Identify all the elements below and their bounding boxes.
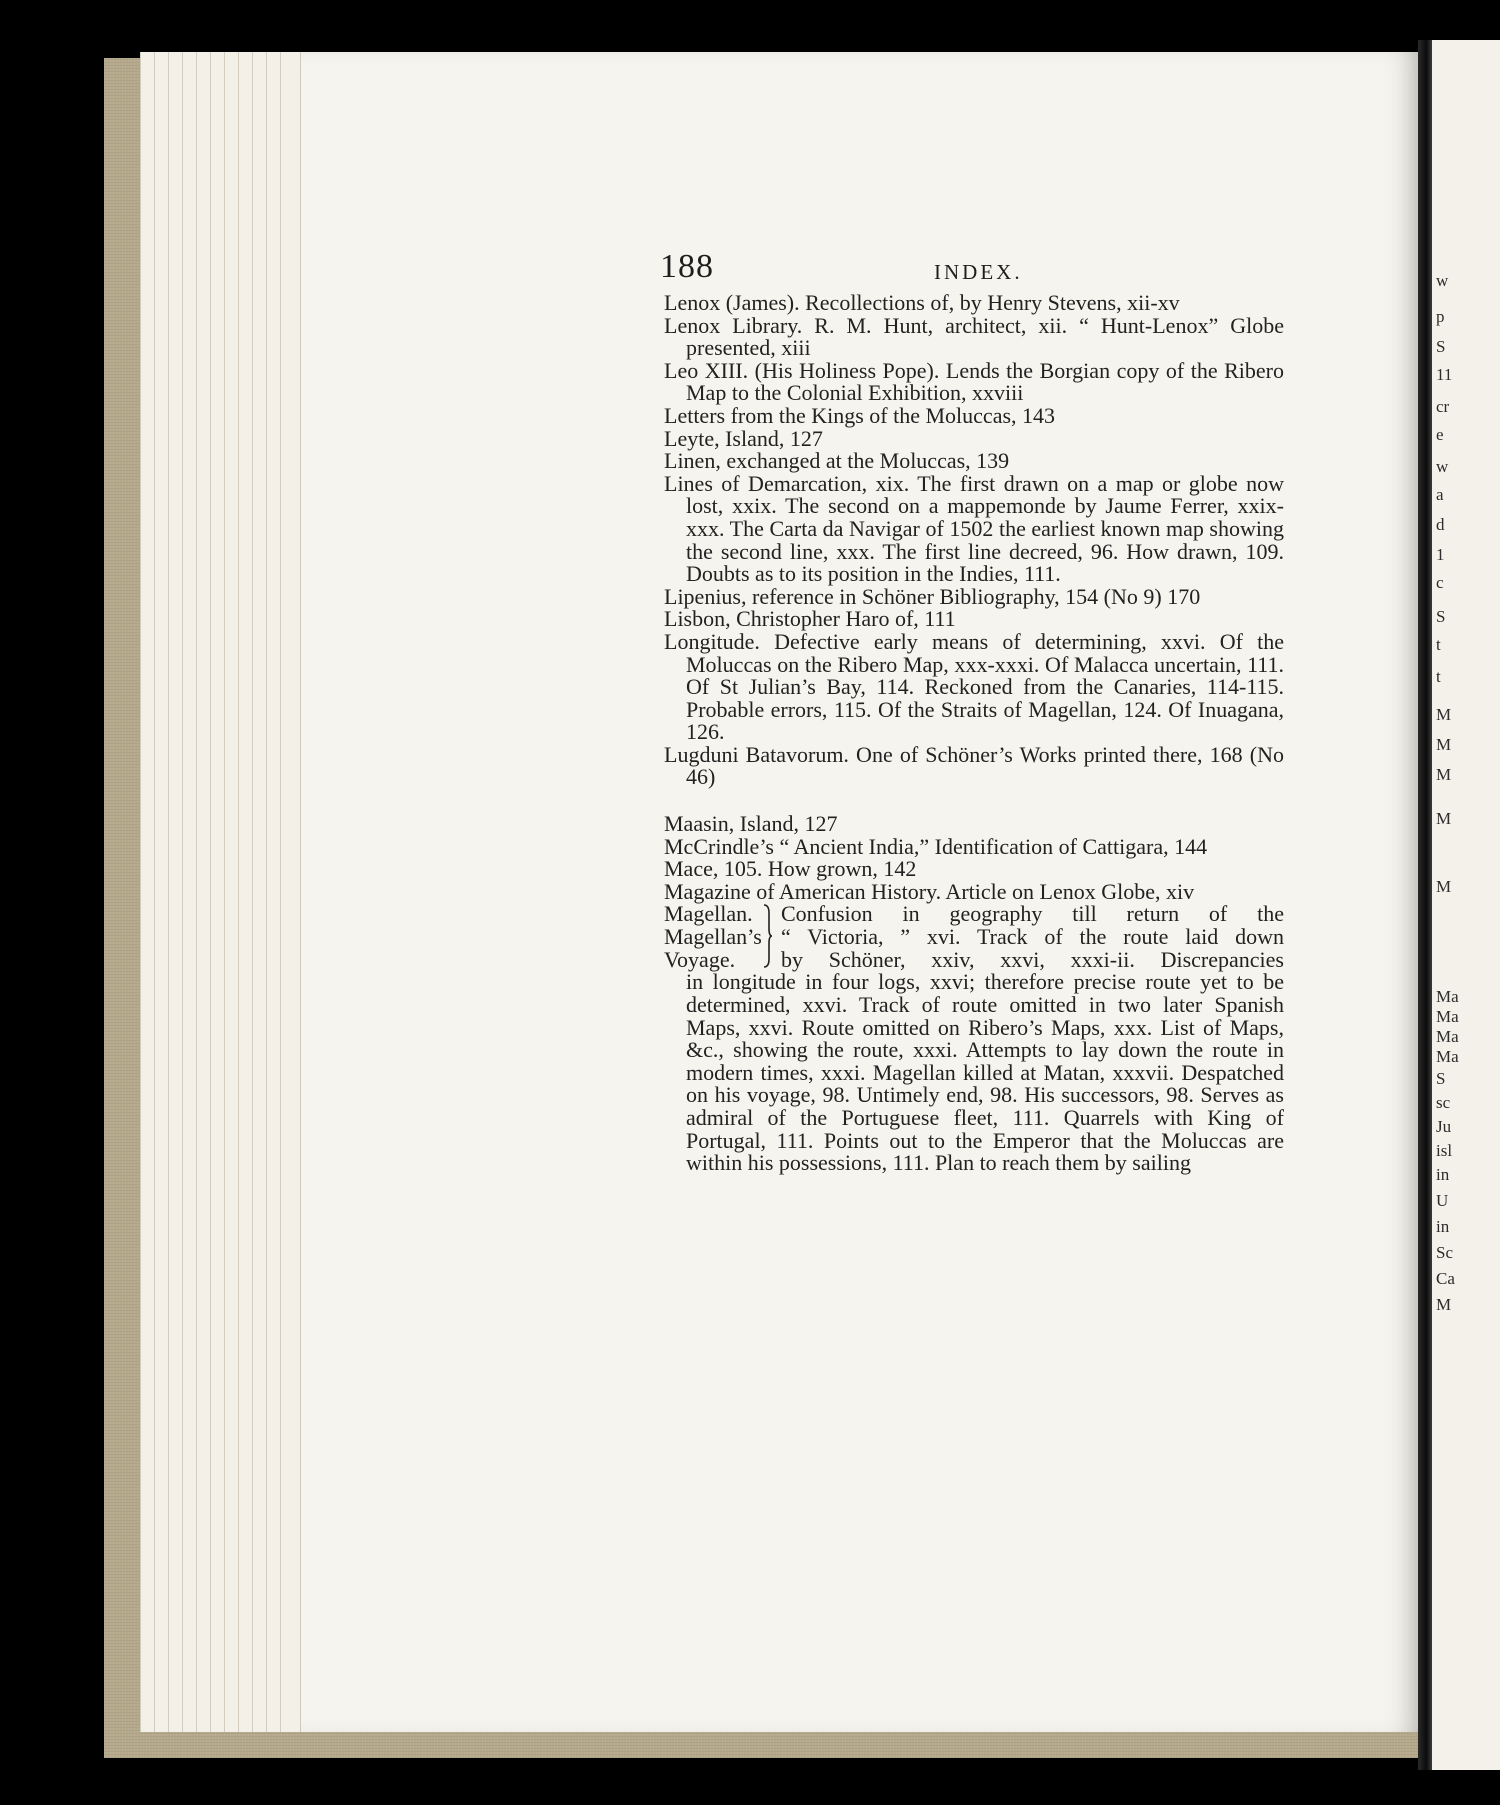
index-entry: Letters from the Kings of the Moluccas, 143	[664, 402, 1056, 428]
index-entry: Lisbon, Christopher Haro of, 111	[664, 606, 956, 632]
index-entry: Mace, 105. How grown, 142	[664, 856, 917, 882]
brace-line: by Schöner, xxiv, xxvi, xxxi-ii. Discrepancies	[781, 946, 1284, 972]
book-gutter	[1418, 40, 1432, 1770]
headword: Magellan’s	[664, 924, 762, 950]
brace-line: Confusion in geography till return of the	[781, 901, 1284, 927]
facing-page-fragment: Ma	[1436, 1047, 1459, 1066]
facing-page-fragment: in	[1436, 1165, 1450, 1184]
index-entry: McCrindle’s “ Ancient India,” Identification of Cattigara, 144	[664, 833, 1208, 859]
index-body	[664, 292, 1284, 1175]
magellan-headwords	[664, 903, 762, 971]
facing-page-fragment: M	[1436, 765, 1452, 784]
facing-page-fragment: d	[1436, 515, 1445, 534]
facing-page-fragment: in	[1436, 1217, 1450, 1236]
facing-page-fragment: M	[1436, 809, 1452, 828]
facing-page-fragment: c	[1436, 573, 1444, 592]
facing-page-fragment: M	[1436, 735, 1452, 754]
facing-page-fragment: w	[1436, 457, 1449, 476]
headword: Voyage.	[664, 946, 736, 972]
letter-section-break	[664, 789, 1284, 813]
index-entry: Lenox Library. R. M. Hunt, architect, xii. “ Hunt-Lenox” Globe presented, xiii	[664, 312, 1284, 361]
index-entry: Lines of Demarcation, xix. The first drawn on a map or globe now lost, xxix. The second on a mappemonde by Jaume Ferrer, xxix-xxx. The Carta da Navigar of 1502 the earliest known map showing the second line, xxx. The first line decreed, 96. How drawn, 109. Doubts as to its position in the Indies, 111.	[664, 470, 1284, 587]
facing-page-fragment: Sc	[1436, 1243, 1453, 1262]
facing-page-fragment: isl	[1436, 1141, 1453, 1160]
facing-page	[1432, 40, 1500, 1770]
facing-page-fragment: sc	[1436, 1093, 1451, 1112]
facing-page-fragment: Ca	[1436, 1269, 1455, 1288]
running-title: INDEX.	[934, 260, 1023, 284]
facing-page-fragment: M	[1436, 877, 1452, 896]
facing-page-fragment: Ma	[1436, 987, 1459, 1006]
page-header	[660, 248, 1284, 284]
index-entry: Lenox (James). Recollections of, by Henry Stevens, xii-xv	[664, 290, 1180, 315]
facing-page-fragment: cr	[1436, 397, 1450, 416]
headword: Magellan.	[664, 901, 753, 927]
index-entry: Magazine of American History. Article on Lenox Globe, xiv	[664, 878, 1195, 904]
index-entry: Lipenius, reference in Schöner Bibliography, 154 (No 9) 170	[664, 583, 1201, 609]
page-number: 188	[660, 248, 714, 285]
facing-page-fragment: p	[1436, 307, 1445, 326]
facing-page-fragment: M	[1436, 1295, 1452, 1314]
facing-page-fragment: S	[1436, 607, 1446, 626]
brace-line: “ Victoria, ” xvi. Track of the route laid down	[781, 924, 1284, 950]
facing-page-fragment: w	[1436, 271, 1449, 290]
facing-page-fragment: e	[1436, 425, 1444, 444]
facing-page-fragment: Ma	[1436, 1007, 1459, 1026]
index-entry: Maasin, Island, 127	[664, 811, 838, 837]
index-entry: Linen, exchanged at the Moluccas, 139	[664, 448, 1010, 474]
index-entry: Longitude. Defective early means of determining, xxvi. Of the Moluccas on the Ribero Map, xxx-xxxi. Of Malacca uncertain, 111. Of St Julian’s Bay, 114. Reckoned from the Canaries, 114-115. Probable errors, 115. Of the Straits of Magellan, 124. Of Inuagana, 126.	[664, 628, 1284, 745]
facing-page-fragment: Ju	[1436, 1117, 1452, 1136]
facing-page-fragment: U	[1436, 1191, 1449, 1210]
facing-page-fragment: a	[1436, 485, 1444, 504]
magellan-continuation: in longitude in four logs, xxvi; therefore precise route yet to be determined, xxvi. Track of route omitted in two later Spanish Maps, xxvi. Route omitted on Ribero’s Maps, xxx. List of Maps, &c., showing the route, xxxi. Attempts to lay down the route in modern times, xxxi. Magellan killed at Matan, xxxvii. Despatched on his voyage, 98. Untimely end, 98. His successors, 98. Serves as admiral of the Portuguese fleet, 111. Quarrels with King of Portugal, 111. Points out to the Emperor that the Moluccas are within his possessions, 111. Plan to reach them by sailing	[686, 969, 1284, 1176]
facing-page-fragment: t	[1436, 635, 1441, 654]
facing-page-fragment: 11	[1436, 365, 1453, 384]
index-entry: Leo XIII. (His Holiness Pope). Lends the Borgian copy of the Ribero Map to the Colonial Exhibition, xxviii	[664, 357, 1284, 406]
page-edges	[140, 52, 320, 1732]
facing-page-fragment: 1	[1436, 545, 1445, 564]
magellan-entry	[664, 903, 1284, 971]
index-entry: Leyte, Island, 127	[664, 425, 823, 451]
right-brace-icon	[763, 903, 773, 969]
facing-page-fragment: S	[1436, 1069, 1446, 1088]
facing-page-fragment: S	[1436, 337, 1446, 356]
magellan-brace-text	[781, 903, 1284, 971]
facing-page-fragment: Ma	[1436, 1027, 1459, 1046]
index-entry: Lugduni Batavorum. One of Schöner’s Works printed there, 168 (No 46)	[664, 741, 1284, 790]
facing-page-fragment: t	[1436, 667, 1441, 686]
facing-page-fragment: M	[1436, 705, 1452, 724]
